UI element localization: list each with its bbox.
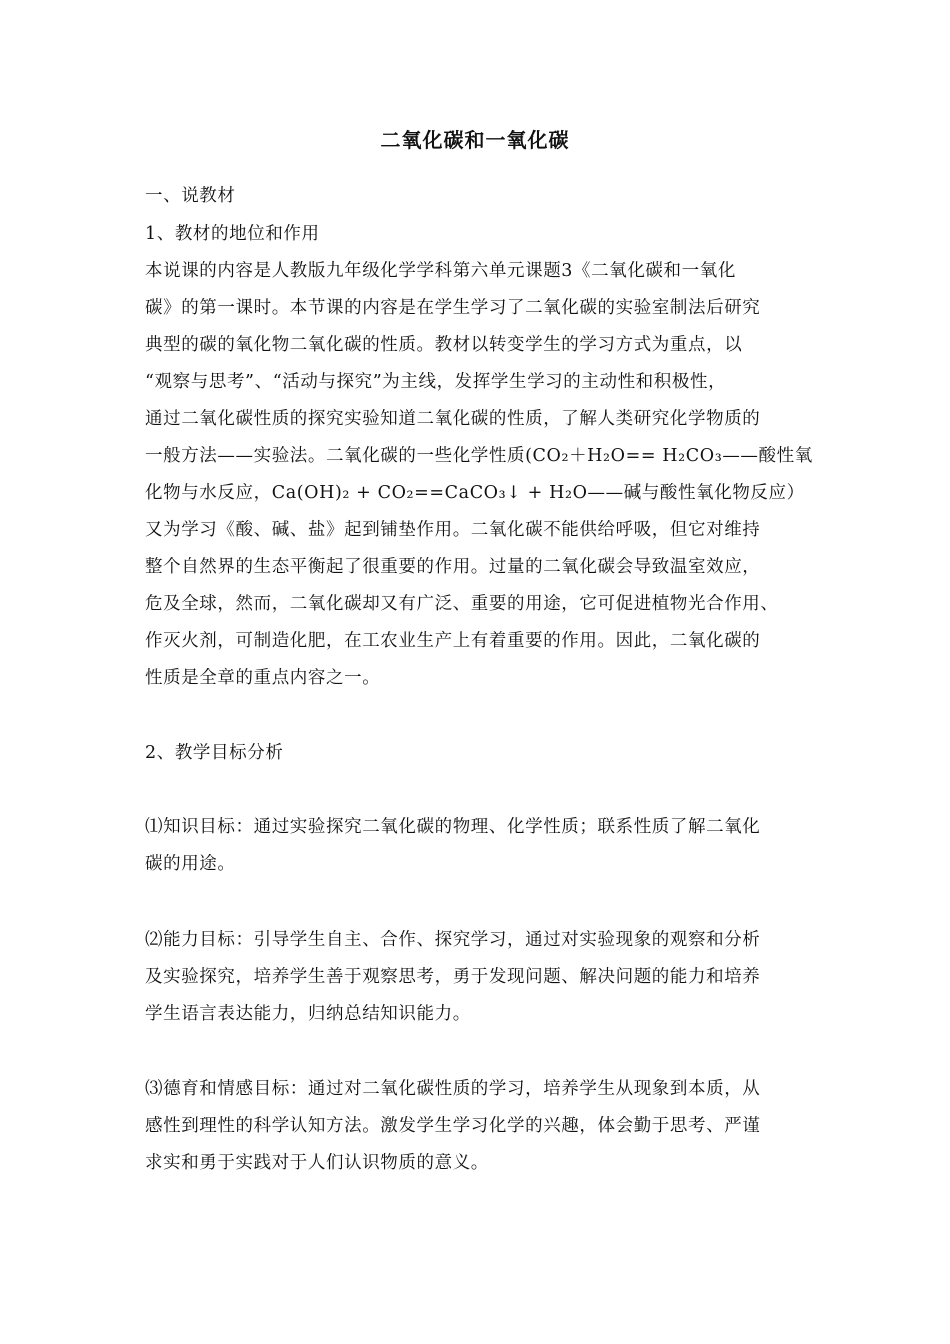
subsection-heading-2: 2、教学目标分析	[145, 743, 284, 763]
goal-moral-line-2: 感性到理性的科学认知方法。激发学生学习化学的兴趣，体会勤于思考、严谨	[145, 1116, 761, 1136]
paragraph-line-2: 碳》的第一课时。本节课的内容是在学生学习了二氧化碳的实验室制法后研究	[145, 298, 761, 318]
paragraph-line-1: 本说课的内容是人教版九年级化学学科第六单元课题3《二氧化碳和一氧化	[145, 261, 736, 281]
section-heading-1: 一、说教材	[145, 186, 236, 206]
paragraph-line-4: “观察与思考”、“活动与探究”为主线，发挥学生学习的主动性和积极性，	[145, 372, 727, 392]
goal-ability-line-3: 学生语言表达能力，归纳总结知识能力。	[145, 1004, 471, 1024]
goal-knowledge-line-1: ⑴知识目标：通过实验探究二氧化碳的物理、化学性质；联系性质了解二氧化	[145, 817, 761, 837]
paragraph-line-11: 作灭火剂，可制造化肥，在工农业生产上有着重要的作用。因此，二氧化碳的	[145, 631, 761, 651]
goal-moral-line-1: ⑶德育和情感目标：通过对二氧化碳性质的学习，培养学生从现象到本质，从	[145, 1079, 761, 1099]
paragraph-line-6: 一般方法——实验法。二氧化碳的一些化学性质(CO₂＋H₂O== H₂CO₃——酸性氧	[145, 446, 813, 466]
document-title: 二氧化碳和一氧化碳	[380, 128, 570, 152]
paragraph-line-12: 性质是全章的重点内容之一。	[145, 668, 381, 688]
paragraph-line-9: 整个自然界的生态平衡起了很重要的作用。过量的二氧化碳会导致温室效应，	[145, 557, 761, 577]
paragraph-line-7: 化物与水反应，Ca(OH)₂ + CO₂==CaCO₃↓ + H₂O——碱与酸性氧化物反应）	[145, 483, 805, 503]
goal-ability-line-2: 及实验探究，培养学生善于观察思考，勇于发现问题、解决问题的能力和培养	[145, 967, 761, 987]
goal-moral-line-3: 求实和勇于实践对于人们认识物质的意义。	[145, 1153, 489, 1173]
paragraph-line-5: 通过二氧化碳性质的探究实验知道二氧化碳的性质，了解人类研究化学物质的	[145, 409, 761, 429]
goal-ability-line-1: ⑵能力目标：引导学生自主、合作、探究学习，通过对实验现象的观察和分析	[145, 930, 761, 950]
subsection-heading-1: 1、教材的地位和作用	[145, 224, 320, 244]
paragraph-line-10: 危及全球，然而，二氧化碳却又有广泛、重要的用途，它可促进植物光合作用、	[145, 594, 779, 614]
paragraph-line-8: 又为学习《酸、碱、盐》起到铺垫作用。二氧化碳不能供给呼吸，但它对维持	[145, 520, 761, 540]
paragraph-line-3: 典型的碳的氧化物二氧化碳的性质。教材以转变学生的学习方式为重点，以	[145, 335, 743, 355]
goal-knowledge-line-2: 碳的用途。	[145, 854, 236, 874]
